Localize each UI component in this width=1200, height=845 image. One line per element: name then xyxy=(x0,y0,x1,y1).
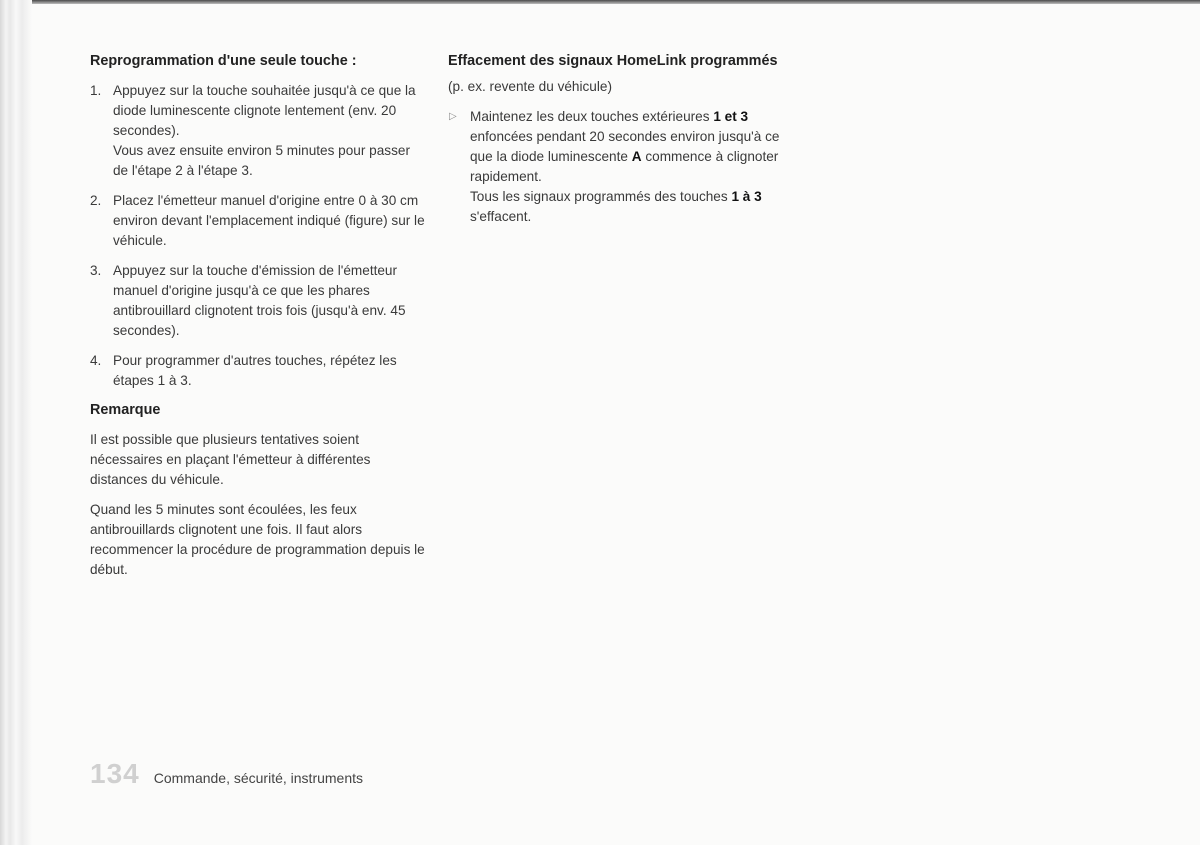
book-binding-edge xyxy=(0,0,32,845)
instruction-bullet: ▷ Maintenez les deux touches extérieures 1 et 3 enfoncées pendant 20 secondes environ jusqu'à ce que la diode luminescente A commence à clignoter rapidement. Tous les signaux programmés des touches 1 à 3 s'effacent. xyxy=(449,109,780,224)
list-item xyxy=(90,81,425,181)
led-reference: A xyxy=(631,149,642,164)
list-item xyxy=(90,191,425,251)
homelink-erase-heading: Effacement des signaux HomeLink programmés xyxy=(448,53,778,69)
right-column xyxy=(448,52,783,227)
triangle-bullet-icon: ▷ xyxy=(449,111,457,122)
steps-list xyxy=(90,81,425,391)
step-text: Pour programmer d'autres touches, répétez les étapes 1 à 3. xyxy=(113,353,397,388)
list-item xyxy=(90,261,425,341)
left-column xyxy=(90,52,425,590)
remark-heading: Remarque xyxy=(90,402,161,418)
page-top-edge xyxy=(0,0,1200,4)
page-number: 134 xyxy=(90,758,140,789)
step-text: Appuyez sur la touche souhaitée jusqu'à ce que la diode luminescente clignote lentement (env. 20 secondes). xyxy=(113,83,416,138)
step-text: Appuyez sur la touche d'émission de l'émetteur manuel d'origine jusqu'à ce que les phares antibrouillard clignotent trois fois (jusqu'à env. 45 secondes). xyxy=(113,263,406,338)
reprogramming-heading: Reprogrammation d'une seule touche : xyxy=(90,53,357,69)
page-footer xyxy=(90,758,363,792)
step-text: Placez l'émetteur manuel d'origine entre 0 à 30 cm environ devant l'emplacement indiqué (figure) sur le véhicule. xyxy=(113,193,425,248)
erase-intro: (p. ex. revente du véhicule) xyxy=(448,79,612,94)
step-number: 1. xyxy=(90,83,102,98)
step-number: 3. xyxy=(90,263,102,278)
step-number: 2. xyxy=(90,193,102,208)
remark-paragraph: Quand les 5 minutes sont écoulées, les feux antibrouillards clignotent une fois. Il faut alors recommencer la procédure de programmation depuis le début. xyxy=(90,502,425,577)
step-followup-text: Vous avez ensuite environ 5 minutes pour passer de l'étape 2 à l'étape 3. xyxy=(113,143,410,178)
key-reference: 1 à 3 xyxy=(731,189,762,204)
section-title: Commande, sécurité, instruments xyxy=(153,770,364,786)
list-item xyxy=(90,351,425,391)
remark-paragraph: Il est possible que plusieurs tentatives soient nécessaires en plaçant l'émetteur à différentes distances du véhicule. xyxy=(90,432,371,487)
step-number: 4. xyxy=(90,353,102,368)
key-reference: 1 et 3 xyxy=(713,109,749,124)
